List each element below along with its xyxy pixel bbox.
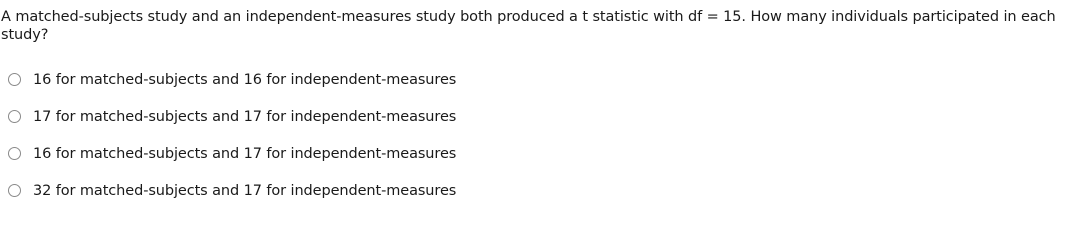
answer-option-label: 16 for matched-subjects and 16 for independent-measures [33,71,457,88]
answer-option-4[interactable] [8,172,456,209]
radio-button-2[interactable] [8,110,21,123]
answer-options [8,61,456,209]
answer-option-1[interactable] [8,61,456,98]
radio-button-3[interactable] [8,147,21,160]
answer-option-label: 16 for matched-subjects and 17 for independent-measures [33,145,457,162]
question-text: A matched-subjects study and an independent-measures study both produced a t statistic with df = 15. How many individuals participated in each study? [1,9,1056,43]
answer-option-2[interactable] [8,98,456,135]
radio-button-1[interactable] [8,73,21,86]
radio-button-4[interactable] [8,184,21,197]
answer-option-3[interactable] [8,135,456,172]
answer-option-label: 17 for matched-subjects and 17 for independent-measures [33,108,457,125]
answer-option-label: 32 for matched-subjects and 17 for independent-measures [33,182,457,199]
